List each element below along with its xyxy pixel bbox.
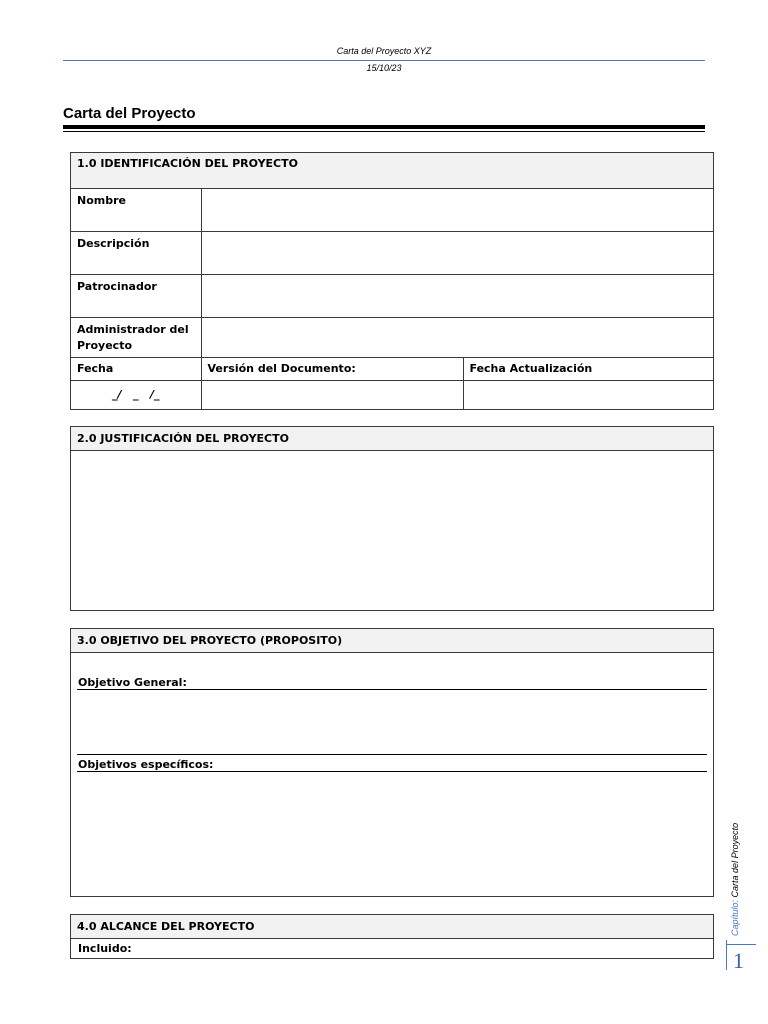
field-fecha-actualizacion[interactable] xyxy=(463,381,713,410)
objetivo-general-body[interactable] xyxy=(77,694,707,755)
section-justificacion-heading: 2.0 JUSTIFICACIÓN DEL PROYECTO xyxy=(71,427,713,451)
field-descripcion[interactable] xyxy=(201,232,713,275)
header-rule xyxy=(63,60,705,61)
label-fecha: Fecha xyxy=(71,358,201,381)
objetivos-especificos-body[interactable] xyxy=(77,777,707,887)
label-version: Versión del Documento: xyxy=(201,358,463,381)
label-administrador: Administrador del Proyecto xyxy=(71,318,201,358)
justificacion-body[interactable] xyxy=(71,451,713,609)
field-patrocinador[interactable] xyxy=(201,275,713,318)
field-fecha[interactable]: _/ _ /_ xyxy=(71,381,201,410)
identificacion-table xyxy=(71,188,713,410)
header-date: 15/10/23 xyxy=(366,63,402,73)
row-descripcion xyxy=(71,232,713,275)
side-rule-horizontal xyxy=(726,944,756,945)
row-column-values xyxy=(71,381,713,410)
row-administrador xyxy=(71,318,713,358)
section-identificacion xyxy=(70,152,714,410)
section-objetivo xyxy=(70,628,714,897)
section-identificacion-heading: 1.0 IDENTIFICACIÓN DEL PROYECTO xyxy=(71,153,713,188)
title-rule-thin xyxy=(63,131,705,132)
label-descripcion: Descripción xyxy=(71,232,201,275)
objetivos-especificos-label: Objetivos específicos: xyxy=(77,758,707,772)
side-caption-text: Carta del Proyecto xyxy=(730,822,740,898)
section-alcance-heading: 4.0 ALCANCE DEL PROYECTO xyxy=(71,915,713,939)
section-alcance xyxy=(70,914,714,959)
label-fecha-actualizacion: Fecha Actualización xyxy=(463,358,713,381)
row-patrocinador xyxy=(71,275,713,318)
page-number: 1 xyxy=(733,948,744,973)
row-column-headers xyxy=(71,358,713,381)
row-nombre xyxy=(71,189,713,232)
section-justificacion xyxy=(70,426,714,611)
field-version[interactable] xyxy=(201,381,463,410)
field-nombre[interactable] xyxy=(201,189,713,232)
section-objetivo-heading: 3.0 OBJETIVO DEL PROYECTO (PROPOSITO) xyxy=(71,629,713,653)
header-title: Carta del Proyecto XYZ xyxy=(336,46,432,56)
incluido-label: Incluido: xyxy=(78,942,132,955)
side-caption xyxy=(730,823,740,936)
objetivo-general-label: Objetivo General: xyxy=(77,676,707,690)
title-rule-thick xyxy=(63,125,705,129)
label-nombre: Nombre xyxy=(71,189,201,232)
side-caption-prefix: Capítulo: xyxy=(730,899,740,936)
field-administrador[interactable] xyxy=(201,318,713,358)
label-patrocinador: Patrocinador xyxy=(71,275,201,318)
document-title: Carta del Proyecto xyxy=(63,105,196,122)
